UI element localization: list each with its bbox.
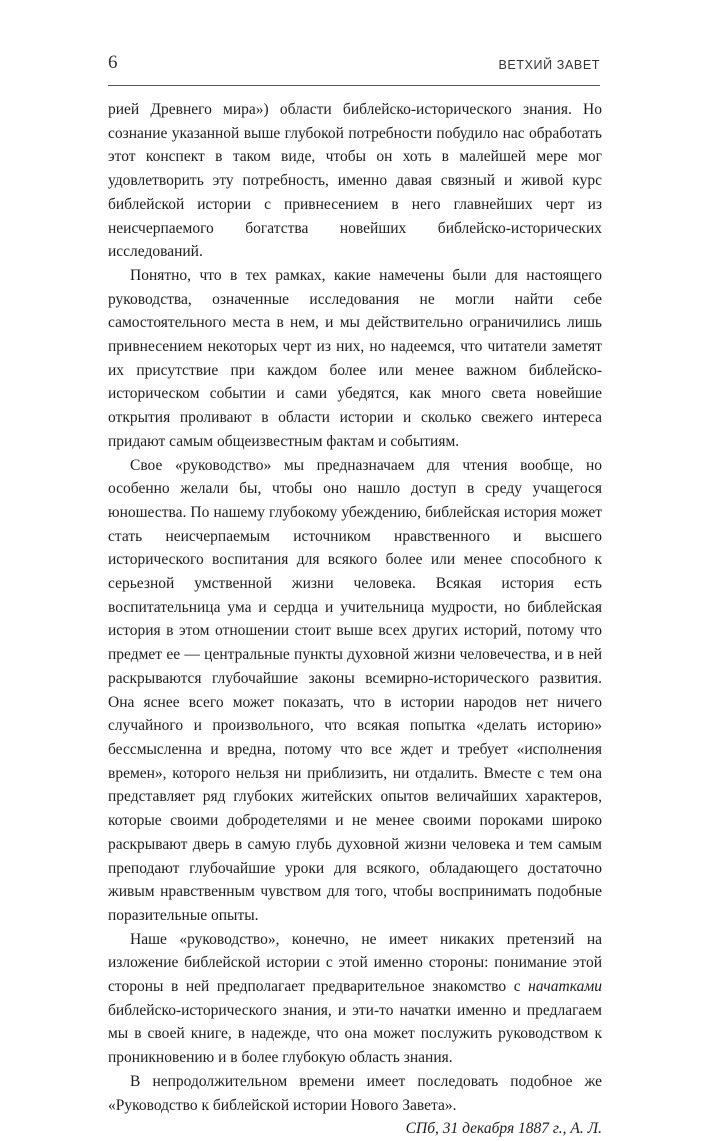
header-rule	[108, 85, 600, 86]
paragraph-1: рией Древнего мира») области библейско-исторического знания. Но сознание указанной выше глубокой потребности побудило нас обработать этот конспект в таком виде, чтобы он хоть в малейшей мере мог удовлетворить эту потребность, именно давая связный и живой курс библейской истории с привнесением в него главнейших черт из неисчерпаемого богатства новейших библейско-исторических исследований.	[108, 101, 602, 261]
paragraph-4-italic: начатками	[528, 978, 602, 996]
main-text	[108, 98, 602, 1141]
paragraph-2: Понятно, что в тех рамках, какие намечены были для настоящего руководства, означенные исследования не могли найти себе самостоятельного места в нем, и мы действительно ограничились лишь привнесением некоторых черт из них, но надеемся, что читатели заметят их присутствие при каждом более или менее важном библейско-историческом событии и сами убедятся, как много света новейшие открытия проливают в области истории и сколько свежего интереса придают самым общеизвестным фактам и событиям.	[108, 266, 602, 450]
signature: СПб, 31 декабря 1887 г., А. Л.	[405, 1120, 602, 1138]
paragraph-4-text-b: библейско-исторического знания, и эти-то начатки именно и предлагаем мы в своей книге, в надежде, что она может послужить руководством к проникновению и в более глубокую область знания.	[108, 1001, 602, 1067]
page-number: 6	[108, 52, 118, 73]
page-header	[108, 52, 600, 82]
paragraph-4	[108, 928, 602, 1070]
paragraph-4-text-a: Наше «руководство», конечно, не имеет никаких претензий на изложение библейской истории с этой именно стороны: понимание этой стороны в ней предполагает предварительное знакомство с	[108, 930, 602, 996]
paragraph-3: Свое «руководство» мы предназначаем для чтения вообще, но особенно желали бы, чтобы оно нашло доступ в среду учащегося юношества. По нашему глубокому убеждению, библейская история может стать неисчерпаемым источником нравственного и высшего исторического воспитания для всякого более или менее способного к серьезной умственной жизни человека. Всякая история есть воспитательница ума и сердца и учительница мудрости, но библейская история в этом отношении стоит выше всех других историй, потому что предмет ее — центральные пункты духовной жизни человечества, и в ней раскрываются глубочайшие законы всемирно-исторического развития. Она яснее всего может показать, что в истории народов нет ничего случайного и произвольного, что всякая попытка «делать историю» бессмысленна и вредна, потому что все ждет и требует «исполнения времен», которого нельзя ни приблизить, ни отдалить. Вместе с тем она представляет ряд глубоких житейских опытов величайших характеров, которые своими добродетелями и не менее своими пороками широко раскрывают дверь в самую глубь духовной жизни человека и тем самым преподают глубочайшие уроки для всякого, обладающего достаточно живым нравственным чувством для того, чтобы воспринимать подобные поразительные опыты.	[108, 456, 602, 924]
paragraph-5: В непродолжительном времени имеет последовать подобное же «Руководство к библейской истории Нового Завета».	[108, 1072, 602, 1114]
running-title: ВЕТХИЙ ЗАВЕТ	[498, 58, 600, 72]
